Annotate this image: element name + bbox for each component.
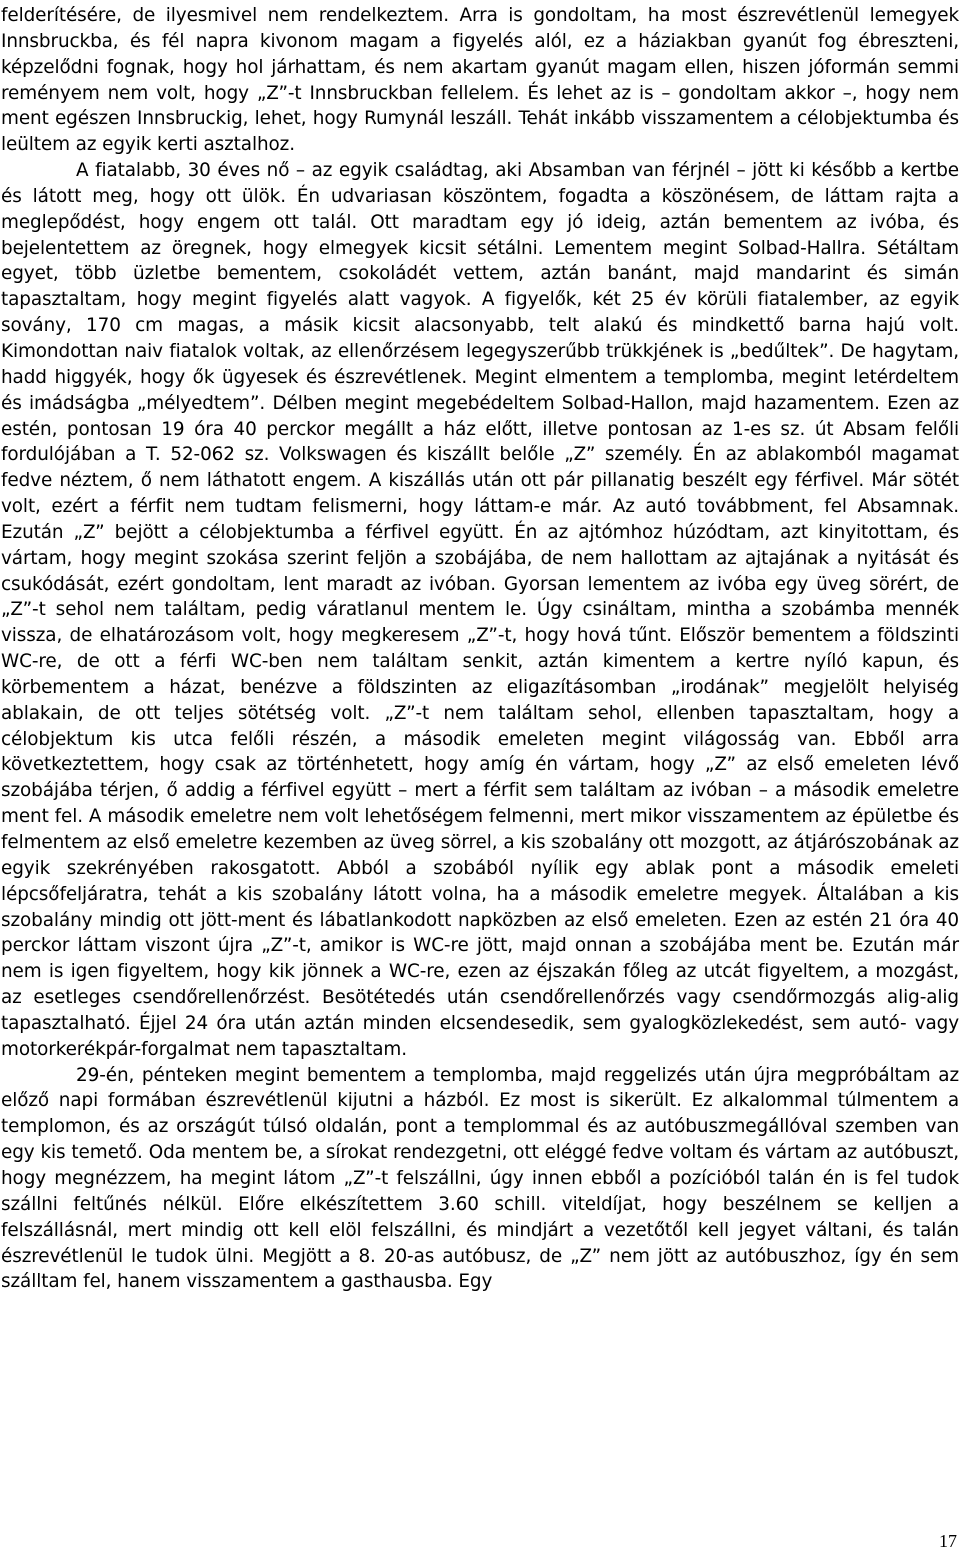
paragraph-1: felderítésére, de ilyesmivel nem rendelkeztem. Arra is gondoltam, ha most észrevétlenül lemegyek Innsbruckba, és fél napra kivonom magam a figyelés alól, ez a háziakban gyanút fog ébreszteni, képzelődni fognak, hogy hol járhattam, és nem akartam gyanút magam ellen, hiszen jóformán semmi reményem nem volt, hogy „Z”-t Innsbruckban fellelem. És lehet az is – gondoltam akkor –, hogy nem ment egészen Innsbruckig, lehet, hogy Rumynál leszáll. Tehát inkább visszamentem a célobjektumba és leültem az egyik kerti asztalhoz. — [1, 5, 959, 156]
paragraph-2: A fiatalabb, 30 éves nő – az egyik családtag, aki Absamban van férjnél – jött ki később a kertbe és látott meg, hogy ott ülök. Én udvariasan köszöntem, fogadta a köszönésem, de láttam rajta a meglepődést, hogy engem ott talál. Ott maradtam egy jó ideig, aztán bementem az ivóba, és bejelentettem az öregnek, hogy elmegyek kicsit sétálni. Lementem megint Solbad-Hallra. Sétáltam egyet, több üzletbe bementem, csokoládét vettem, aztán banánt, majd mandarint és simán tapasztaltam, hogy megint figyelés alatt vagyok. A figyelők, két 25 év körüli fiatalember, az egyik sovány, 170 cm magas, a másik kicsit alacsonyabb, telt alakú és mindkettő barna hajú volt. Kimondottan naiv fiatalok voltak, az ellenőrzésem legegyszerűbb trükkjének is „bedűltek”. De hagytam, hadd higgyék, hogy ők ügyesek és észrevétlenek. Megint elmentem a templomba, megint letérdeltem és imádságba „mélyedtem”. Délben megint megebédeltem Solbad-Hallon, majd hazamentem. Ezen az estén, pontosan 19 óra 40 perckor megállt a ház előtt, illetve pontosan az 1-es sz. út Absam felőli fordulójában a T. 52-062 sz. Volkswagen és kiszállt belőle „Z” személy. Én az ablakomból magamat fedve néztem, ő nem láthatott engem. A kiszállás után ott pár pillanatig beszélt egy férfivel. Már sötét volt, ezért a férfit nem tudtam felismerni, hogy láttam-e már. Az autó továbbment, fel Absamnak. Ezután „Z” bejött a célobjektumba a férfivel együtt. Én az ajtómhoz húzódtam, azt kinyitottam, és vártam, hogy megint szokása szerint feljön a szobájába, de nem hallottam az ajtajának a nyitását és csukódását, ezért gondoltam, lent maradt az ivóban. Gyorsan lementem az ivóba egy üveg sörért, de „Z”-t sehol nem találtam, pedig váratlanul mentem le. Úgy csináltam, mintha a szobámba mennék vissza, de elhatározásom volt, hogy megkeresem „Z”-t, hogy hová tűnt. Először bementem a földszinti WC-re, de ott a férfi WC-ben nem találtam senkit, aztán kimentem a kertre nyíló kapun, és körbementem a házat, benézve a földszinten az eligazításomban „irodának” megjelölt helyiség ablakain, de ott teljes sötétség volt. „Z”-t nem találtam sehol, ellenben tapasztaltam, hogy a célobjektum kis utca felőli részén, a második emeleten megint világosság van. Ebből arra következtettem, hogy csak az történhetett, hogy amíg én vártam, hogy „Z” az első emeleten lévő szobájába térjen, ő addig a férfivel együtt – mert a férfit sem találtam az ivóban – a második emeletre ment fel. A második emeletre nem volt lehetőségem felmenni, mert mikor visszamentem az épületbe és felmentem az első emeletre kezemben az üveg sörrel, a kis szobalány ott mozgott, az átjárószobának az egyik szekrényében rakosgatott. Abból a szobából nyílik egy ablak pont a második emeleti lépcsőfeljáratra, tehát a kis szobalány látott volna, ha a második emeletre megyek. Általában a kis szobalány mindig ott jött-ment és lábatlankodott napközben az első emeleten. Ezen az estén 21 óra 40 perckor láttam viszont újra „Z”-t, amikor is WC-re jött, majd onnan a szobájába ment be. Ezután már nem is igen figyeltem, hogy kik jönnek a WC-re, ezen az éjszakán főleg az utcát figyeltem, a mozgást, az esetleges csendőrellenőrzést. Besötétedés után csendőrellenőrzés vagy csendőrmozgás alig-alig tapasztalható. Éjjel 24 óra után aztán minden elcsendesedik, sem gyalogközlekedést, sem autó- vagy motorkerékpár-forgalmat nem tapasztaltam. — [1, 160, 959, 1060]
body-text — [1, 3, 959, 1295]
paragraph-3: 29-én, pénteken megint bementem a templomba, majd reggelizés után újra megpróbáltam az előző napi formában észrevétlenül kijutni a házból. Ez most is sikerült. Ez alkalommal túlmentem a templomon, és az országút túlsó oldalán, pont a templommal és az autóbuszmegállóval szemben van egy kis temető. Oda mentem be, a sírokat rendezgetni, ott eléggé fedve voltam és vártam az autóbuszt, hogy megnézzem, ha megint látom „Z”-t felszállni, úgy innen ebből a pozícióból talán én is fel tudok szállni feltűnés nélkül. Előre elkészítettem 3.60 schill. viteldíjat, hogy beszélnem se kelljen a felszállásnál, mert mindig ott kell elöl felszállni, és mindjárt a vezetőtől kell jegyet váltani, és talán észrevétlenül le tudok ülni. Megjött a 8. 20-as autóbusz, de „Z” nem jött az autóbuszhoz, így én sem szálltam fel, hanem visszamentem a gasthausba. Egy — [1, 1064, 959, 1293]
page-number: 17 — [939, 1531, 957, 1551]
